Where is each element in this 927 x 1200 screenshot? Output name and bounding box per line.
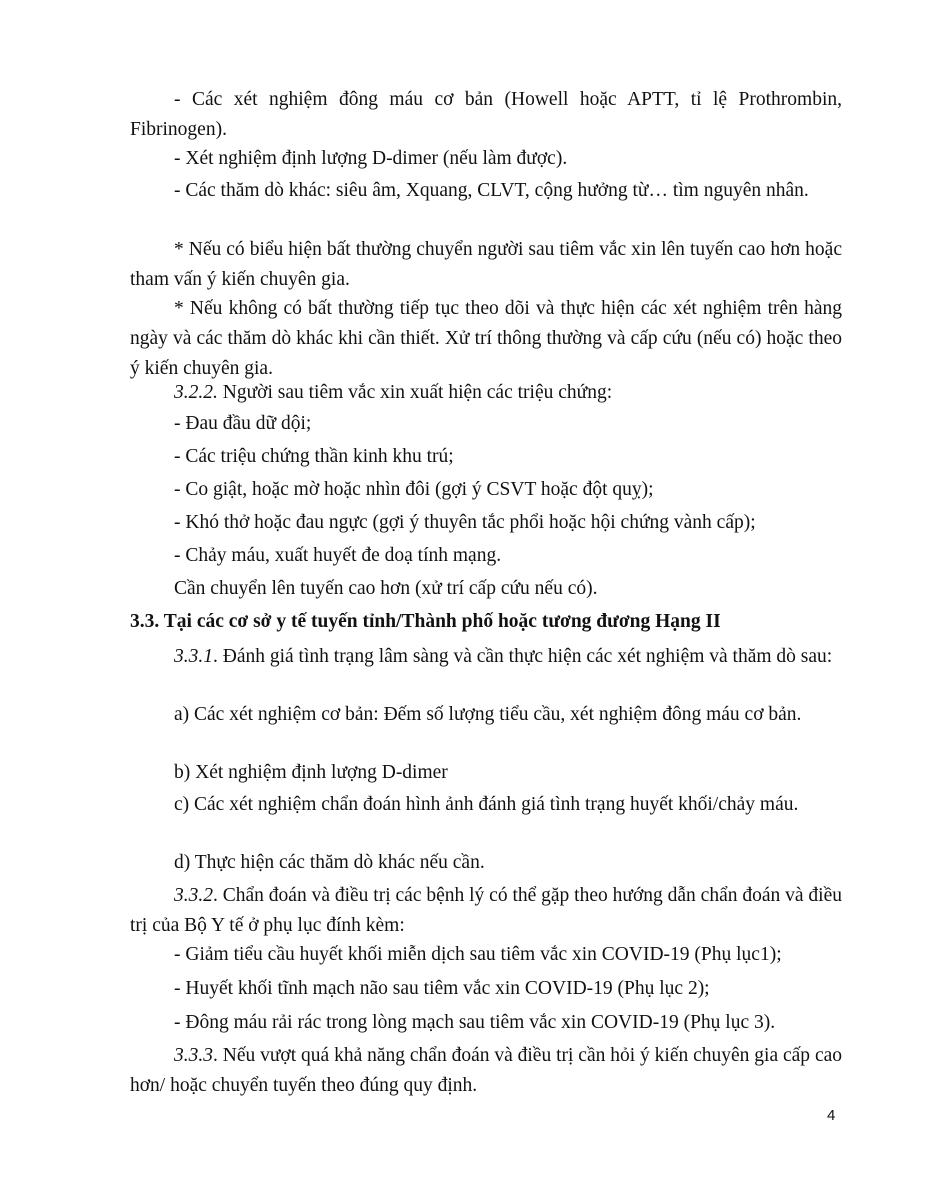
list-item: - Các triệu chứng thần kinh khu trú; <box>174 446 454 467</box>
list-item: b) Xét nghiệm định lượng D-dimer <box>174 762 448 783</box>
closing-note: Cần chuyển lên tuyến cao hơn (xử trí cấp cứu nếu có). <box>174 578 598 599</box>
section-lead: . Nếu vượt quá khả năng chẩn đoán và điều trị cần hỏi ý kiến chuyên gia cấp cao hơn/ hoặc chuyển tuyến theo đúng quy định. <box>130 1045 842 1096</box>
list-item: - Co giật, hoặc mờ hoặc nhìn đôi (gợi ý CSVT hoặc đột quỵ); <box>174 479 654 500</box>
section-3-3-3-paragraph <box>130 1041 842 1101</box>
page-number: 4 <box>827 1107 836 1124</box>
list-item: - Đông máu rải rác trong lòng mạch sau tiêm vắc xin COVID-19 (Phụ lục 3). <box>174 1012 776 1033</box>
paragraph-coagulation-tests: - Các xét nghiệm đông máu cơ bản (Howell hoặc APTT, tỉ lệ Prothrombin, Fibrinogen). <box>130 89 842 140</box>
list-item: - Huyết khối tĩnh mạch não sau tiêm vắc xin COVID-19 (Phụ lục 2); <box>174 978 710 999</box>
paragraph-normal-note: * Nếu không có bất thường tiếp tục theo dõi và thực hiện các xét nghiệm trên hàng ngày và các thăm dò khác khi cần thiết. Xử trí thông thường và cấp cứu (nếu có) hoặc theo ý kiến chuyên gia. <box>130 298 842 379</box>
list-item: - Giảm tiểu cầu huyết khối miễn dịch sau tiêm vắc xin COVID-19 (Phụ lục1); <box>174 944 782 965</box>
section-heading-3-3: 3.3. Tại các cơ sở y tế tuyến tỉnh/Thành phố hoặc tương đương Hạng II <box>130 611 721 632</box>
section-number: 3.3.2 <box>174 885 213 906</box>
list-item: - Chảy máu, xuất huyết đe doạ tính mạng. <box>174 545 502 566</box>
section-3-2-2-intro <box>130 378 842 408</box>
paragraph-d-dimer: - Xét nghiệm định lượng D-dimer (nếu làm được). <box>174 148 568 169</box>
section-number: 3.3.1 <box>174 646 213 667</box>
list-item: a) Các xét nghiệm cơ bản: Đếm số lượng tiểu cầu, xét nghiệm đông máu cơ bản. <box>174 704 802 725</box>
section-number: 3.3.3 <box>174 1045 213 1066</box>
section-lead: . Đánh giá tình trạng lâm sàng và cần thực hiện các xét nghiệm và thăm dò sau: <box>213 646 833 667</box>
section-lead: Người sau tiêm vắc xin xuất hiện các triệu chứng: <box>217 382 613 403</box>
paragraph-abnormal-note: * Nếu có biểu hiện bất thường chuyển người sau tiêm vắc xin lên tuyến cao hơn hoặc tham vấn ý kiến chuyên gia. <box>130 239 842 290</box>
list-item: d) Thực hiện các thăm dò khác nếu cần. <box>174 852 485 873</box>
section-3-3-1-intro <box>130 642 842 672</box>
list-item: - Khó thở hoặc đau ngực (gợi ý thuyên tắc phổi hoặc hội chứng vành cấp); <box>174 512 756 533</box>
section-number: 3.2.2. <box>174 382 218 403</box>
paragraph-other-exams: - Các thăm dò khác: siêu âm, Xquang, CLVT, cộng hưởng từ… tìm nguyên nhân. <box>174 180 809 201</box>
list-item: c) Các xét nghiệm chẩn đoán hình ảnh đánh giá tình trạng huyết khối/chảy máu. <box>174 794 799 815</box>
section-3-3-2-intro <box>130 881 842 941</box>
section-lead: . Chẩn đoán và điều trị các bệnh lý có thể gặp theo hướng dẫn chẩn đoán và điều trị của Bộ Y tế ở phụ lục đính kèm: <box>130 885 842 936</box>
list-item: - Đau đầu dữ dội; <box>174 413 312 434</box>
